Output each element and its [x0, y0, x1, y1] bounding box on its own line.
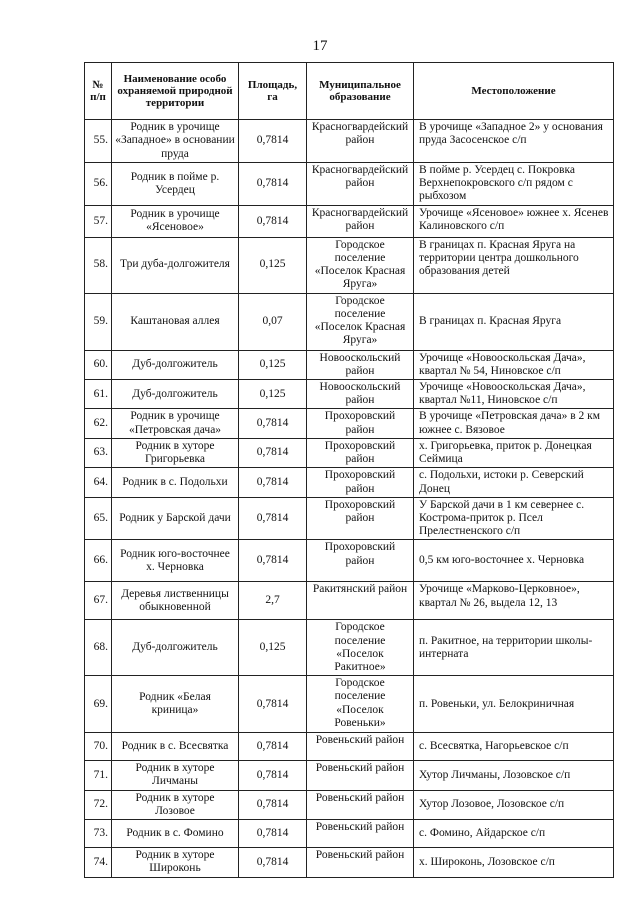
row-municipality: Ровеньский район: [307, 790, 414, 819]
row-area: 0,7814: [239, 848, 307, 877]
row-municipality: Городское поселение «Поселок Красная Яруга»: [307, 293, 414, 350]
row-location: Хутор Личманы, Лозовское с/п: [414, 761, 614, 790]
table-row: [85, 582, 614, 620]
row-location: Хутор Лозовое, Лозовское с/п: [414, 790, 614, 819]
row-location: В границах п. Красная Яруга: [414, 293, 614, 350]
row-number: 61.: [85, 379, 112, 408]
row-municipality: Красногвардейский район: [307, 120, 414, 163]
table-row: [85, 379, 614, 408]
row-municipality: Ровеньский район: [307, 761, 414, 790]
row-municipality: Красногвардейский район: [307, 163, 414, 206]
row-location: с. Фомино, Айдарское с/п: [414, 820, 614, 848]
row-location: Урочище «Марково-Церковное», квартал № 26, выдела 12, 13: [414, 582, 614, 620]
row-number: 62.: [85, 409, 112, 438]
table-body: [85, 120, 614, 878]
table-row: [85, 350, 614, 379]
row-number: 64.: [85, 468, 112, 497]
row-number: 73.: [85, 820, 112, 848]
row-number: 70.: [85, 733, 112, 761]
row-location: с. Подольхи, истоки р. Северский Донец: [414, 468, 614, 497]
row-municipality: Прохоровский район: [307, 468, 414, 497]
row-number: 56.: [85, 163, 112, 206]
row-number: 74.: [85, 848, 112, 877]
table-row: [85, 163, 614, 206]
row-area: 0,7814: [239, 790, 307, 819]
row-municipality: Новооскольский район: [307, 350, 414, 379]
row-area: 0,7814: [239, 163, 307, 206]
row-name: Родник в урочище «Петровская дача»: [112, 409, 239, 438]
table-row: [85, 620, 614, 676]
row-location: В урочище «Петровская дача» в 2 км южнее с. Вязовое: [414, 409, 614, 438]
row-name: Родник в хуторе Лозовое: [112, 790, 239, 819]
row-municipality: Городское поселение «Поселок Ровеньки»: [307, 676, 414, 733]
row-location: х. Широконь, Лозовское с/п: [414, 848, 614, 877]
row-number: 58.: [85, 237, 112, 293]
row-name: Родник в урочище «Западное» в основании пруда: [112, 120, 239, 163]
row-name: Родник в хуторе Широконь: [112, 848, 239, 877]
header-area: Площадь, га: [239, 63, 307, 120]
row-area: 0,125: [239, 379, 307, 408]
header-num: № п/п: [85, 63, 112, 120]
row-location: х. Григорьевка, приток р. Донецкая Сеймица: [414, 438, 614, 467]
row-area: 0,7814: [239, 120, 307, 163]
row-area: 0,7814: [239, 676, 307, 733]
row-municipality: Ровеньский район: [307, 820, 414, 848]
row-location: Урочище «Новооскольская Дача», квартал № 54, Ниновское с/п: [414, 350, 614, 379]
row-name: Родник юго-восточнее х. Черновка: [112, 540, 239, 582]
table-row: [85, 409, 614, 438]
row-municipality: Городское поселение «Поселок Ракитное»: [307, 620, 414, 676]
row-number: 69.: [85, 676, 112, 733]
row-municipality: Прохоровский район: [307, 409, 414, 438]
row-area: 0,7814: [239, 820, 307, 848]
row-location: с. Всесвятка, Нагорьевское с/п: [414, 733, 614, 761]
row-municipality: Ровеньский район: [307, 848, 414, 877]
header-name: Наименование особо охраняемой природной территории: [112, 63, 239, 120]
row-number: 55.: [85, 120, 112, 163]
row-area: 0,125: [239, 237, 307, 293]
row-area: 0,7814: [239, 409, 307, 438]
table-row: [85, 540, 614, 582]
row-name: Родник у Барской дачи: [112, 497, 239, 540]
row-location: п. Ровеньки, ул. Белокриничная: [414, 676, 614, 733]
row-area: 0,7814: [239, 438, 307, 467]
row-name: Три дуба-долгожителя: [112, 237, 239, 293]
row-name: Родник в с. Подольхи: [112, 468, 239, 497]
table-header-row: [85, 63, 614, 120]
row-area: 0,125: [239, 620, 307, 676]
table-row: [85, 733, 614, 761]
table-row: [85, 237, 614, 293]
table-row: [85, 205, 614, 237]
row-municipality: Ровеньский район: [307, 733, 414, 761]
row-location: п. Ракитное, на территории школы-интерната: [414, 620, 614, 676]
row-number: 60.: [85, 350, 112, 379]
row-location: Урочище «Ясеновое» южнее х. Ясенев Калиновского с/п: [414, 205, 614, 237]
row-number: 68.: [85, 620, 112, 676]
row-name: Дуб-долгожитель: [112, 379, 239, 408]
row-municipality: Новооскольский район: [307, 379, 414, 408]
row-location: В границах п. Красная Яруга на территории центра дошкольного образования детей: [414, 237, 614, 293]
row-municipality: Красногвардейский район: [307, 205, 414, 237]
table-row: [85, 293, 614, 350]
row-municipality: Прохоровский район: [307, 497, 414, 540]
row-area: 0,7814: [239, 497, 307, 540]
row-number: 59.: [85, 293, 112, 350]
row-number: 72.: [85, 790, 112, 819]
table-row: [85, 848, 614, 877]
table-row: [85, 820, 614, 848]
row-area: 0,7814: [239, 205, 307, 237]
row-area: 2,7: [239, 582, 307, 620]
table-row: [85, 790, 614, 819]
row-location: В пойме р. Усердец с. Покровка Верхнепокровского с/п рядом с рыбхозом: [414, 163, 614, 206]
row-municipality: Прохоровский район: [307, 438, 414, 467]
row-municipality: Прохоровский район: [307, 540, 414, 582]
row-number: 57.: [85, 205, 112, 237]
row-area: 0,7814: [239, 761, 307, 790]
row-area: 0,7814: [239, 468, 307, 497]
protected-areas-table: [84, 62, 614, 878]
row-municipality: Ракитянский район: [307, 582, 414, 620]
row-location: Урочище «Новооскольская Дача», квартал №11, Ниновское с/п: [414, 379, 614, 408]
row-location: У Барской дачи в 1 км севернее с. Кострома-приток р. Псел Прелестненского с/п: [414, 497, 614, 540]
row-name: Родник в хуторе Григорьевка: [112, 438, 239, 467]
table-row: [85, 676, 614, 733]
row-name: Родник в пойме р. Усердец: [112, 163, 239, 206]
header-municipality: Муниципальное образование: [307, 63, 414, 120]
row-location: 0,5 км юго-восточнее х. Черновка: [414, 540, 614, 582]
row-name: Дуб-долгожитель: [112, 350, 239, 379]
row-name: Родник «Белая криница»: [112, 676, 239, 733]
row-municipality: Городское поселение «Поселок Красная Яруга»: [307, 237, 414, 293]
row-area: 0,07: [239, 293, 307, 350]
row-number: 67.: [85, 582, 112, 620]
header-location: Местоположение: [414, 63, 614, 120]
table-row: [85, 120, 614, 163]
row-name: Дуб-долгожитель: [112, 620, 239, 676]
row-name: Родник в хуторе Личманы: [112, 761, 239, 790]
row-area: 0,125: [239, 350, 307, 379]
row-name: Родник в урочище «Ясеновое»: [112, 205, 239, 237]
row-number: 63.: [85, 438, 112, 467]
table-row: [85, 497, 614, 540]
row-location: В урочище «Западное 2» у основания пруда Засосенское с/п: [414, 120, 614, 163]
row-area: 0,7814: [239, 540, 307, 582]
page-number: 17: [312, 38, 328, 54]
table-row: [85, 438, 614, 467]
table-row: [85, 761, 614, 790]
row-number: 71.: [85, 761, 112, 790]
table-row: [85, 468, 614, 497]
row-name: Каштановая аллея: [112, 293, 239, 350]
row-name: Деревья лиственницы обыкновенной: [112, 582, 239, 620]
row-area: 0,7814: [239, 733, 307, 761]
row-name: Родник в с. Фомино: [112, 820, 239, 848]
row-number: 65.: [85, 497, 112, 540]
row-number: 66.: [85, 540, 112, 582]
row-name: Родник в с. Всесвятка: [112, 733, 239, 761]
